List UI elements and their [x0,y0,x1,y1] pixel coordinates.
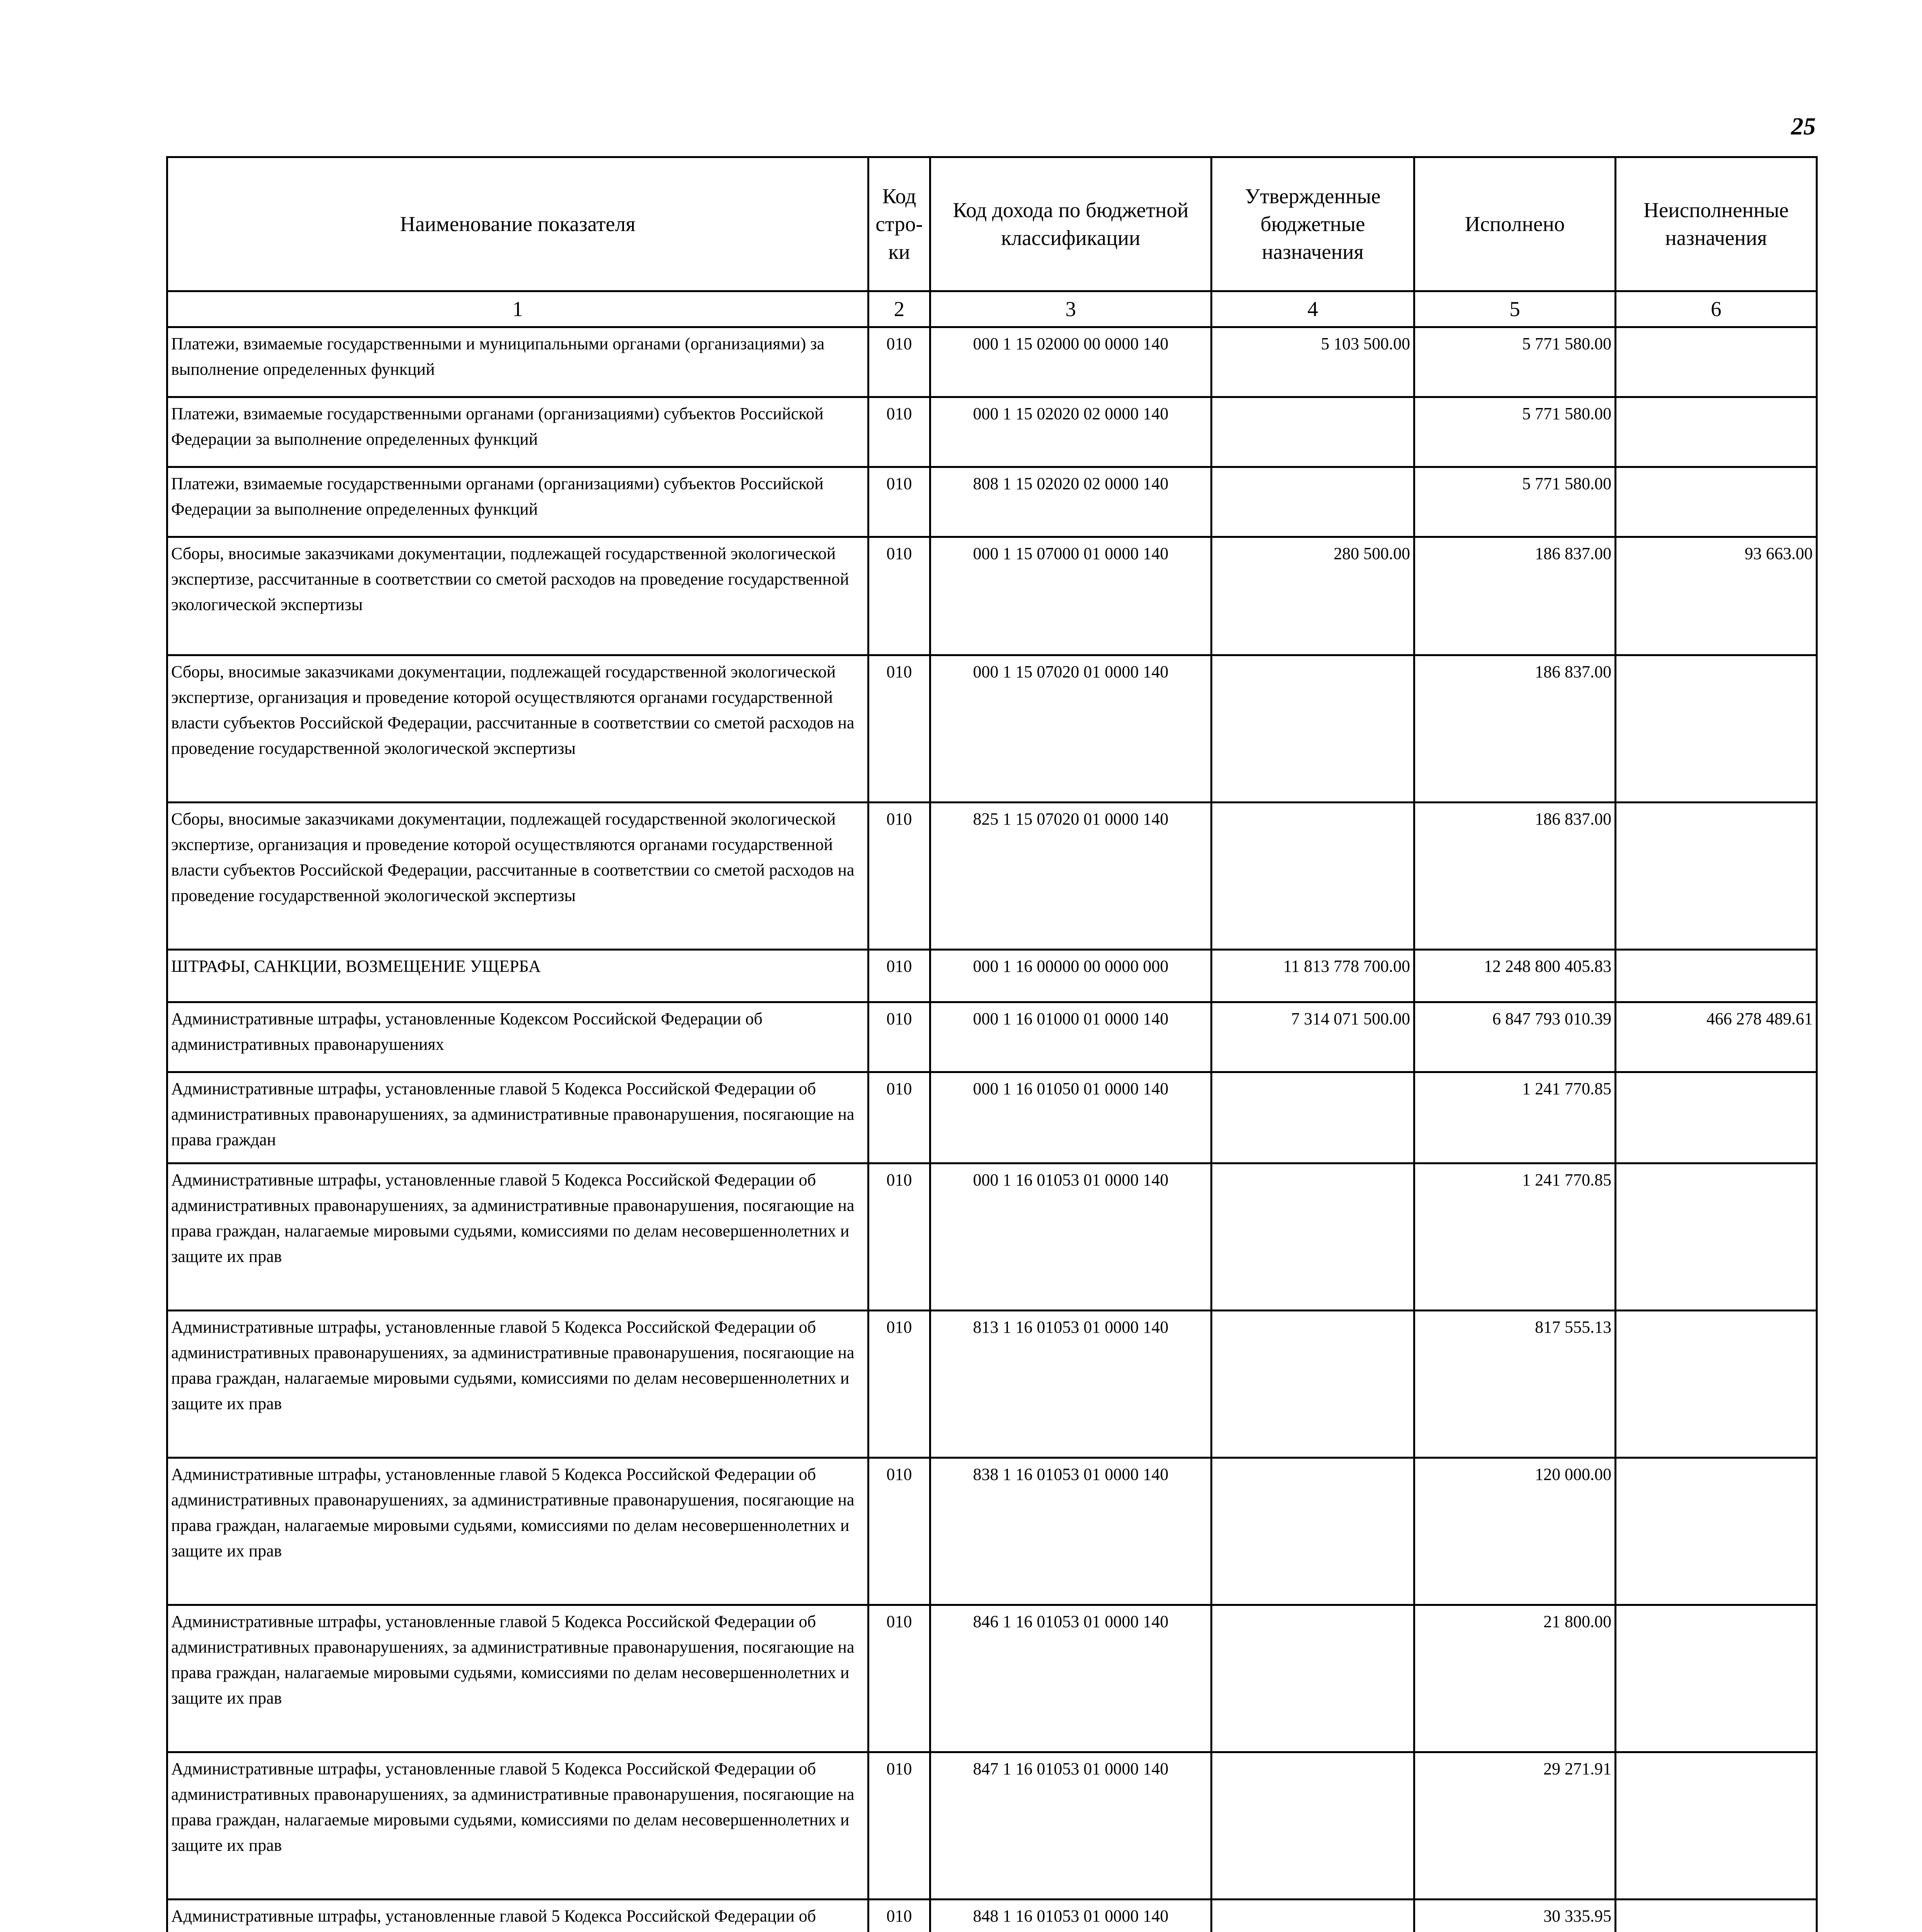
header-indicator-name: Наименование показателя [167,157,868,291]
row-executed-amount: 1 241 770.85 [1414,1163,1616,1311]
column-number: 2 [868,291,930,327]
header-line-code: Код стро-ки [868,157,930,291]
column-number: 3 [930,291,1212,327]
row-executed-amount: 186 837.00 [1414,655,1616,803]
row-unexecuted-amount [1616,327,1817,397]
row-unexecuted-amount: 93 663.00 [1616,537,1817,655]
row-unexecuted-amount [1616,1458,1817,1605]
row-approved-amount [1212,1072,1414,1163]
row-indicator-name: Сборы, вносимые заказчиками документации, подлежащей государственной экологической экспертизе, организация и проведение которой осуществляются органами государственной власти субъектов Российской Федерации, рассчитанные в соответствии со сметой расходов на проведение государственной экологической экспертизы [167,803,868,950]
row-line-code: 010 [868,950,930,1002]
row-unexecuted-amount [1616,950,1817,1002]
row-approved-amount [1212,655,1414,803]
row-line-code: 010 [868,1605,930,1752]
row-approved-amount: 11 813 778 700.00 [1212,950,1414,1002]
row-line-code: 010 [868,1900,930,1932]
table-row [167,1900,1817,1932]
row-line-code: 010 [868,655,930,803]
column-number: 5 [1414,291,1616,327]
header-unexecuted: Неисполненные назначения [1616,157,1817,291]
row-revenue-code: 000 1 15 07020 01 0000 140 [930,655,1212,803]
row-unexecuted-amount [1616,655,1817,803]
row-line-code: 010 [868,1163,930,1311]
table-row [167,1072,1817,1163]
row-unexecuted-amount [1616,1900,1817,1932]
row-indicator-name: Платежи, взимаемые государственными органами (организациями) субъектов Российской Федерации за выполнение определенных функций [167,467,868,537]
table-row [167,1002,1817,1072]
row-line-code: 010 [868,327,930,397]
row-revenue-code: 813 1 16 01053 01 0000 140 [930,1311,1212,1458]
row-line-code: 010 [868,1458,930,1605]
row-executed-amount: 5 771 580.00 [1414,467,1616,537]
row-executed-amount: 120 000.00 [1414,1458,1616,1605]
row-approved-amount: 7 314 071 500.00 [1212,1002,1414,1072]
header-revenue-code: Код дохода по бюджетной классификации [930,157,1212,291]
table-row [167,1605,1817,1752]
row-executed-amount: 817 555.13 [1414,1311,1616,1458]
table-row [167,950,1817,1002]
row-revenue-code: 848 1 16 01053 01 0000 140 [930,1900,1212,1932]
row-indicator-name: Административные штрафы, установленные Кодексом Российской Федерации об административных правонарушениях [167,1002,868,1072]
row-revenue-code: 808 1 15 02020 02 0000 140 [930,467,1212,537]
table-row [167,397,1817,467]
header-approved: Утвержденные бюджетные назначения [1212,157,1414,291]
column-number: 6 [1616,291,1817,327]
row-revenue-code: 825 1 15 07020 01 0000 140 [930,803,1212,950]
row-indicator-name: Административные штрафы, установленные главой 5 Кодекса Российской Федерации об административных правонарушениях, за административные правонарушения, посягающие на права граждан [167,1072,868,1163]
row-indicator-name: Административные штрафы, установленные главой 5 Кодекса Российской Федерации об административных правонарушениях, за административные правонарушения, посягающие на права граждан, налагаемые мировыми судьями, комиссиями по делам несовершеннолетних и защите их прав [167,1163,868,1311]
row-revenue-code: 000 1 15 02000 00 0000 140 [930,327,1212,397]
row-indicator-name: Сборы, вносимые заказчиками документации, подлежащей государственной экологической экспертизе, организация и проведение которой осуществляются органами государственной власти субъектов Российской Федерации, рассчитанные в соответствии со сметой расходов на проведение государственной экологической экспертизы [167,655,868,803]
row-indicator-name: Административные штрафы, установленные главой 5 Кодекса Российской Федерации об [167,1900,868,1932]
row-unexecuted-amount [1616,1163,1817,1311]
row-approved-amount: 280 500.00 [1212,537,1414,655]
row-approved-amount [1212,1311,1414,1458]
row-approved-amount: 5 103 500.00 [1212,327,1414,397]
row-indicator-name: Платежи, взимаемые государственными и муниципальными органами (организациями) за выполнение определенных функций [167,327,868,397]
row-revenue-code: 000 1 15 02020 02 0000 140 [930,397,1212,467]
table-row [167,803,1817,950]
page-number: 25 [1791,112,1816,140]
row-unexecuted-amount [1616,397,1817,467]
row-line-code: 010 [868,1002,930,1072]
header-row [167,157,1817,291]
row-executed-amount: 5 771 580.00 [1414,397,1616,467]
row-unexecuted-amount [1616,467,1817,537]
table-row [167,537,1817,655]
row-executed-amount: 186 837.00 [1414,537,1616,655]
row-executed-amount: 1 241 770.85 [1414,1072,1616,1163]
row-approved-amount [1212,1900,1414,1932]
row-revenue-code: 000 1 15 07000 01 0000 140 [930,537,1212,655]
row-indicator-name: Административные штрафы, установленные главой 5 Кодекса Российской Федерации об административных правонарушениях, за административные правонарушения, посягающие на права граждан, налагаемые мировыми судьями, комиссиями по делам несовершеннолетних и защите их прав [167,1605,868,1752]
column-number: 4 [1212,291,1414,327]
row-executed-amount: 6 847 793 010.39 [1414,1002,1616,1072]
table-row [167,1752,1817,1900]
row-revenue-code: 000 1 16 01050 01 0000 140 [930,1072,1212,1163]
row-approved-amount [1212,803,1414,950]
row-unexecuted-amount [1616,1752,1817,1900]
row-indicator-name: Платежи, взимаемые государственными органами (организациями) субъектов Российской Федерации за выполнение определенных функций [167,397,868,467]
column-number: 1 [167,291,868,327]
row-unexecuted-amount [1616,1072,1817,1163]
row-line-code: 010 [868,1311,930,1458]
row-revenue-code: 847 1 16 01053 01 0000 140 [930,1752,1212,1900]
row-approved-amount [1212,1605,1414,1752]
row-line-code: 010 [868,1072,930,1163]
row-revenue-code: 000 1 16 01000 01 0000 140 [930,1002,1212,1072]
row-line-code: 010 [868,1752,930,1900]
row-indicator-name: Административные штрафы, установленные главой 5 Кодекса Российской Федерации об административных правонарушениях, за административные правонарушения, посягающие на права граждан, налагаемые мировыми судьями, комиссиями по делам несовершеннолетних и защите их прав [167,1458,868,1605]
row-line-code: 010 [868,537,930,655]
table-row [167,327,1817,397]
header-executed: Исполнено [1414,157,1616,291]
table-row [167,1163,1817,1311]
row-revenue-code: 000 1 16 00000 00 0000 000 [930,950,1212,1002]
row-line-code: 010 [868,397,930,467]
row-executed-amount: 29 271.91 [1414,1752,1616,1900]
table-row [167,1458,1817,1605]
row-approved-amount [1212,467,1414,537]
row-executed-amount: 186 837.00 [1414,803,1616,950]
row-line-code: 010 [868,803,930,950]
row-approved-amount [1212,1752,1414,1900]
row-indicator-name: ШТРАФЫ, САНКЦИИ, ВОЗМЕЩЕНИЕ УЩЕРБА [167,950,868,1002]
row-unexecuted-amount [1616,1605,1817,1752]
row-line-code: 010 [868,467,930,537]
row-approved-amount [1212,1458,1414,1605]
table-row [167,1311,1817,1458]
row-approved-amount [1212,1163,1414,1311]
row-indicator-name: Сборы, вносимые заказчиками документации, подлежащей государственной экологической экспертизе, рассчитанные в соответствии со сметой расходов на проведение государственной экологической экспертизы [167,537,868,655]
budget-revenue-table [166,156,1818,1932]
table-row [167,655,1817,803]
row-executed-amount: 21 800.00 [1414,1605,1616,1752]
row-unexecuted-amount [1616,803,1817,950]
row-revenue-code: 838 1 16 01053 01 0000 140 [930,1458,1212,1605]
row-indicator-name: Административные штрафы, установленные главой 5 Кодекса Российской Федерации об административных правонарушениях, за административные правонарушения, посягающие на права граждан, налагаемые мировыми судьями, комиссиями по делам несовершеннолетних и защите их прав [167,1752,868,1900]
row-unexecuted-amount [1616,1311,1817,1458]
row-executed-amount: 12 248 800 405.83 [1414,950,1616,1002]
row-executed-amount: 5 771 580.00 [1414,327,1616,397]
row-revenue-code: 846 1 16 01053 01 0000 140 [930,1605,1212,1752]
column-number-row [167,291,1817,327]
row-executed-amount: 30 335.95 [1414,1900,1616,1932]
row-unexecuted-amount: 466 278 489.61 [1616,1002,1817,1072]
row-indicator-name: Административные штрафы, установленные главой 5 Кодекса Российской Федерации об административных правонарушениях, за административные правонарушения, посягающие на права граждан, налагаемые мировыми судьями, комиссиями по делам несовершеннолетних и защите их прав [167,1311,868,1458]
row-approved-amount [1212,397,1414,467]
table-row [167,467,1817,537]
row-revenue-code: 000 1 16 01053 01 0000 140 [930,1163,1212,1311]
